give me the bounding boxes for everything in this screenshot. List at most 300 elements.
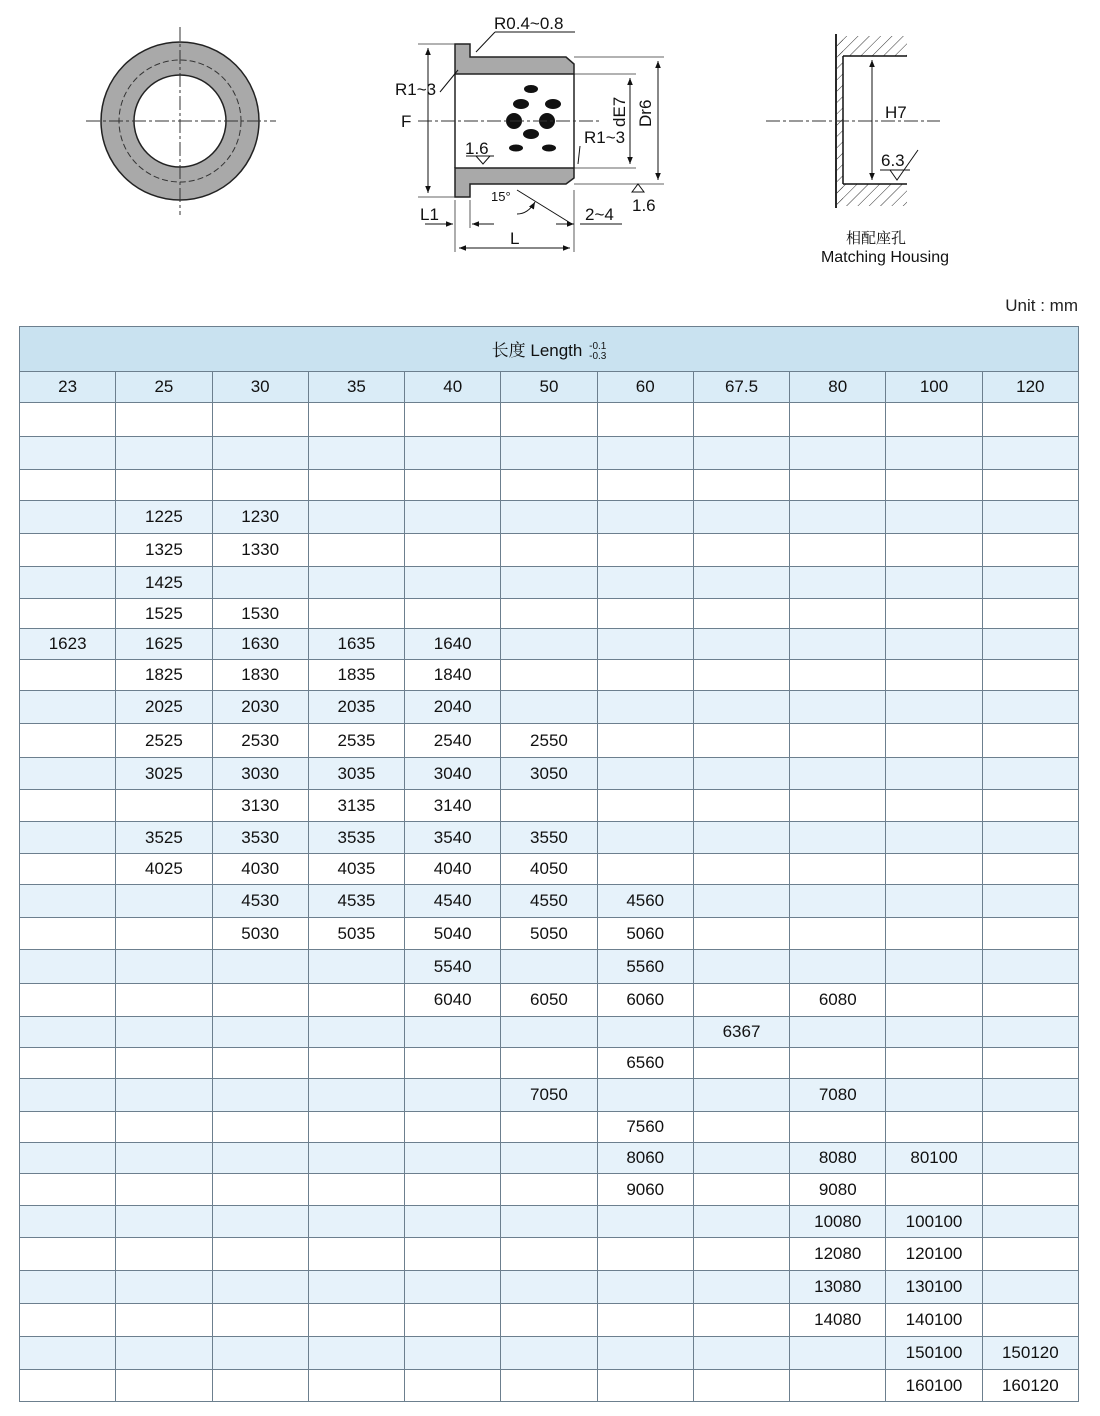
table-cell	[982, 1238, 1078, 1271]
table-cell	[886, 437, 982, 470]
table-row	[20, 950, 1079, 984]
table-cell	[20, 1370, 116, 1402]
table-cell: 2550	[501, 724, 597, 758]
table-cell	[693, 1370, 789, 1402]
label-L: L	[510, 229, 520, 248]
table-cell	[597, 1079, 693, 1112]
table-cell	[693, 534, 789, 567]
table-cell	[116, 1370, 212, 1402]
table-cell	[212, 1048, 308, 1079]
section-view-bushing	[395, 14, 664, 252]
table-cell	[501, 501, 597, 534]
table-cell: 6050	[501, 984, 597, 1017]
table-cell	[886, 599, 982, 629]
table-cell	[790, 1017, 886, 1048]
table-cell	[308, 501, 404, 534]
table-cell	[212, 470, 308, 501]
table-cell	[597, 1271, 693, 1304]
table-cell	[405, 1143, 501, 1174]
table-cell	[20, 854, 116, 885]
table-cell	[982, 691, 1078, 724]
table-cell: 3035	[308, 758, 404, 790]
table-cell: 1840	[405, 660, 501, 691]
table-cell	[693, 1143, 789, 1174]
table-cell: 13080	[790, 1271, 886, 1304]
table-cell	[597, 1370, 693, 1402]
length-spec-table	[19, 326, 1079, 1402]
table-cell: 1225	[116, 501, 212, 534]
table-cell	[501, 1048, 597, 1079]
table-cell	[405, 1079, 501, 1112]
table-cell: 100100	[886, 1206, 982, 1238]
table-cell	[116, 885, 212, 918]
table-cell: 8060	[597, 1143, 693, 1174]
table-cell	[693, 854, 789, 885]
table-cell	[20, 984, 116, 1017]
table-cell	[501, 1337, 597, 1370]
table-cell	[886, 885, 982, 918]
table-cell	[501, 1112, 597, 1143]
table-cell	[790, 501, 886, 534]
table-cell	[982, 599, 1078, 629]
table-cell	[693, 1337, 789, 1370]
table-cell	[693, 437, 789, 470]
table-row	[20, 599, 1079, 629]
table-cell	[597, 724, 693, 758]
table-cell	[20, 691, 116, 724]
table-cell: 5040	[405, 918, 501, 950]
column-header: 25	[116, 372, 212, 403]
table-cell	[116, 1174, 212, 1206]
table-cell: 4535	[308, 885, 404, 918]
table-cell	[501, 1304, 597, 1337]
table-cell	[982, 790, 1078, 822]
table-row	[20, 403, 1079, 437]
table-cell	[693, 984, 789, 1017]
table-cell	[20, 501, 116, 534]
table-cell	[597, 854, 693, 885]
table-row	[20, 567, 1079, 599]
table-cell: 9080	[790, 1174, 886, 1206]
table-cell	[501, 403, 597, 437]
table-cell	[790, 629, 886, 660]
table-cell	[501, 1017, 597, 1048]
table-cell	[308, 950, 404, 984]
table-row	[20, 1271, 1079, 1304]
label-F: F	[401, 112, 412, 131]
table-cell	[308, 1143, 404, 1174]
table-cell	[20, 758, 116, 790]
table-cell: 140100	[886, 1304, 982, 1337]
table-cell	[790, 660, 886, 691]
table-cell: 4550	[501, 885, 597, 918]
table-cell: 130100	[886, 1271, 982, 1304]
table-cell	[20, 437, 116, 470]
table-cell: 1625	[116, 629, 212, 660]
table-row	[20, 790, 1079, 822]
table-cell: 3525	[116, 822, 212, 854]
table-cell	[982, 567, 1078, 599]
table-cell: 9060	[597, 1174, 693, 1206]
table-cell: 3050	[501, 758, 597, 790]
table-cell: 80100	[886, 1143, 982, 1174]
table-cell	[405, 599, 501, 629]
table-row	[20, 1174, 1079, 1206]
table-cell	[308, 984, 404, 1017]
table-cell	[693, 501, 789, 534]
table-cell	[982, 1304, 1078, 1337]
table-cell	[116, 1112, 212, 1143]
table-cell: 1325	[116, 534, 212, 567]
table-cell	[693, 950, 789, 984]
table-cell	[693, 629, 789, 660]
table-cell: 3140	[405, 790, 501, 822]
table-cell	[597, 1017, 693, 1048]
column-header: 30	[212, 372, 308, 403]
table-cell	[982, 534, 1078, 567]
table-cell	[308, 534, 404, 567]
table-cell: 5035	[308, 918, 404, 950]
table-cell	[982, 1048, 1078, 1079]
table-cell	[790, 437, 886, 470]
table-cell: 10080	[790, 1206, 886, 1238]
table-cell	[886, 691, 982, 724]
table-cell	[982, 854, 1078, 885]
table-cell	[20, 950, 116, 984]
table-cell	[886, 470, 982, 501]
table-cell	[405, 567, 501, 599]
table-cell	[693, 790, 789, 822]
tolerance-upper: -0.1	[589, 340, 607, 352]
table-cell	[693, 1079, 789, 1112]
table-cell: 2040	[405, 691, 501, 724]
table-cell: 2535	[308, 724, 404, 758]
table-cell	[886, 660, 982, 691]
column-header: 80	[790, 372, 886, 403]
table-cell	[116, 790, 212, 822]
table-cell	[982, 950, 1078, 984]
table-cell	[886, 918, 982, 950]
table-cell: 5060	[597, 918, 693, 950]
table-cell: 1525	[116, 599, 212, 629]
table-cell	[116, 1271, 212, 1304]
table-cell: 7080	[790, 1079, 886, 1112]
table-cell	[20, 470, 116, 501]
table-cell: 6060	[597, 984, 693, 1017]
table-cell	[212, 437, 308, 470]
table-cell	[501, 660, 597, 691]
table-cell	[982, 918, 1078, 950]
table-row	[20, 660, 1079, 691]
table-cell	[693, 1271, 789, 1304]
table-cell	[790, 1112, 886, 1143]
table-cell	[982, 1143, 1078, 1174]
table-cell	[116, 918, 212, 950]
table-cell: 14080	[790, 1304, 886, 1337]
table-cell	[116, 1206, 212, 1238]
table-cell: 3535	[308, 822, 404, 854]
table-cell	[982, 1079, 1078, 1112]
table-cell	[597, 599, 693, 629]
column-header: 35	[308, 372, 404, 403]
table-row	[20, 984, 1079, 1017]
table-cell	[597, 403, 693, 437]
table-cell	[308, 1304, 404, 1337]
table-cell	[212, 950, 308, 984]
table-cell	[886, 854, 982, 885]
table-cell	[308, 1370, 404, 1402]
table-row	[20, 822, 1079, 854]
table-cell	[597, 534, 693, 567]
table-row	[20, 724, 1079, 758]
table-cell	[693, 403, 789, 437]
table-cell	[405, 1304, 501, 1337]
label-dE7: dE7	[610, 96, 629, 127]
table-row	[20, 1337, 1079, 1370]
column-header: 67.5	[693, 372, 789, 403]
table-cell	[405, 1271, 501, 1304]
table-cell	[20, 1271, 116, 1304]
table-cell: 5560	[597, 950, 693, 984]
table-cell	[212, 1017, 308, 1048]
table-row	[20, 758, 1079, 790]
table-cell	[212, 1206, 308, 1238]
table-cell	[116, 950, 212, 984]
table-cell	[405, 1017, 501, 1048]
table-cell	[597, 660, 693, 691]
roughness-outer-label: 1.6	[632, 196, 656, 215]
table-cell: 1425	[116, 567, 212, 599]
table-cell: 4540	[405, 885, 501, 918]
table-cell	[982, 885, 1078, 918]
table-cell	[501, 1143, 597, 1174]
table-row	[20, 1370, 1079, 1402]
column-header: 23	[20, 372, 116, 403]
table-cell	[597, 1304, 693, 1337]
technical-drawings	[0, 0, 1100, 290]
table-cell	[790, 724, 886, 758]
table-cell	[790, 534, 886, 567]
table-cell: 3030	[212, 758, 308, 790]
table-cell	[790, 885, 886, 918]
table-cell	[308, 1174, 404, 1206]
table-cell	[982, 822, 1078, 854]
table-row	[20, 854, 1079, 885]
table-cell: 2525	[116, 724, 212, 758]
table-row	[20, 534, 1079, 567]
table-cell	[405, 1206, 501, 1238]
table-cell	[693, 599, 789, 629]
table-cell: 1230	[212, 501, 308, 534]
table-cell	[405, 1370, 501, 1402]
table-cell	[20, 1143, 116, 1174]
table-row	[20, 470, 1079, 501]
table-cell: 1835	[308, 660, 404, 691]
label-Dr6: Dr6	[636, 99, 655, 127]
table-cell: 2540	[405, 724, 501, 758]
table-cell: 6367	[693, 1017, 789, 1048]
table-cell	[693, 470, 789, 501]
table-cell: 160120	[982, 1370, 1078, 1402]
table-cell	[20, 403, 116, 437]
table-cell: 2530	[212, 724, 308, 758]
table-cell	[597, 1238, 693, 1271]
table-cell	[982, 437, 1078, 470]
table-cell: 2035	[308, 691, 404, 724]
table-cell	[693, 1048, 789, 1079]
table-cell	[116, 1079, 212, 1112]
table-cell	[308, 1112, 404, 1143]
table-cell	[212, 1174, 308, 1206]
table-body	[20, 403, 1079, 1402]
column-header: 60	[597, 372, 693, 403]
radius-top-label: R0.4~0.8	[494, 14, 564, 33]
table-cell	[212, 1370, 308, 1402]
table-row	[20, 918, 1079, 950]
table-cell	[982, 470, 1078, 501]
table-cell	[212, 1079, 308, 1112]
table-cell	[405, 1337, 501, 1370]
table-cell	[501, 534, 597, 567]
housing-caption-en: Matching Housing	[820, 249, 950, 266]
table-cell	[693, 1206, 789, 1238]
table-cell	[886, 950, 982, 984]
table-cell	[693, 918, 789, 950]
table-cell: 8080	[790, 1143, 886, 1174]
table-cell	[501, 437, 597, 470]
table-cell	[212, 1112, 308, 1143]
table-cell	[693, 1238, 789, 1271]
table-row	[20, 1079, 1079, 1112]
table-cell	[308, 403, 404, 437]
table-cell	[790, 918, 886, 950]
table-cell: 3550	[501, 822, 597, 854]
table-cell	[212, 403, 308, 437]
table-cell	[982, 501, 1078, 534]
table-cell: 12080	[790, 1238, 886, 1271]
table-cell	[982, 403, 1078, 437]
table-cell	[116, 437, 212, 470]
table-cell: 1635	[308, 629, 404, 660]
table-cell	[790, 1337, 886, 1370]
table-cell	[886, 403, 982, 437]
roughness-inner-label: 1.6	[465, 139, 489, 158]
table-cell: 3040	[405, 758, 501, 790]
table-row	[20, 1238, 1079, 1271]
table-cell	[693, 822, 789, 854]
table-cell	[693, 691, 789, 724]
table-cell: 4040	[405, 854, 501, 885]
table-row	[20, 1017, 1079, 1048]
table-cell	[501, 629, 597, 660]
table-cell	[405, 1174, 501, 1206]
table-title-cell	[20, 327, 1079, 372]
table-cell	[20, 1079, 116, 1112]
table-cell: 5050	[501, 918, 597, 950]
length-tolerance	[589, 342, 606, 362]
angle-label: 15°	[491, 189, 511, 204]
table-cell	[212, 1271, 308, 1304]
table-cell	[693, 1112, 789, 1143]
table-cell	[886, 790, 982, 822]
table-cell	[20, 1048, 116, 1079]
table-cell	[20, 918, 116, 950]
table-cell	[405, 1048, 501, 1079]
table-row	[20, 629, 1079, 660]
table-cell	[886, 984, 982, 1017]
table-cell	[790, 403, 886, 437]
label-L1: L1	[420, 205, 439, 224]
table-cell	[982, 1112, 1078, 1143]
table-cell	[308, 1238, 404, 1271]
table-cell	[597, 1206, 693, 1238]
table-row	[20, 437, 1079, 470]
table-cell	[597, 1337, 693, 1370]
table-cell	[790, 854, 886, 885]
table-cell: 1825	[116, 660, 212, 691]
table-row	[20, 885, 1079, 918]
table-cell	[308, 1271, 404, 1304]
table-row	[20, 1048, 1079, 1079]
table-cell	[597, 437, 693, 470]
table-cell: 6080	[790, 984, 886, 1017]
table-cell: 4560	[597, 885, 693, 918]
table-cell	[20, 1337, 116, 1370]
table-cell	[982, 629, 1078, 660]
table-cell: 6560	[597, 1048, 693, 1079]
table-cell	[308, 1337, 404, 1370]
table-cell: 3530	[212, 822, 308, 854]
table-cell	[982, 724, 1078, 758]
table-row	[20, 691, 1079, 724]
table-cell	[20, 1238, 116, 1271]
column-header: 50	[501, 372, 597, 403]
table-cell: 1830	[212, 660, 308, 691]
table-cell: 3135	[308, 790, 404, 822]
table-cell: 6040	[405, 984, 501, 1017]
table-cell	[886, 629, 982, 660]
table-cell	[116, 1238, 212, 1271]
table-cell	[982, 1174, 1078, 1206]
table-cell	[693, 660, 789, 691]
column-header-row	[20, 372, 1079, 403]
table-cell	[405, 403, 501, 437]
table-cell	[405, 470, 501, 501]
table-cell: 4530	[212, 885, 308, 918]
table-cell	[693, 1174, 789, 1206]
table-cell	[405, 501, 501, 534]
table-cell: 1330	[212, 534, 308, 567]
table-cell	[308, 567, 404, 599]
table-cell: 160100	[886, 1370, 982, 1402]
table-cell	[501, 1174, 597, 1206]
table-cell	[597, 567, 693, 599]
table-cell	[790, 758, 886, 790]
table-cell	[501, 599, 597, 629]
table-cell	[886, 567, 982, 599]
table-cell	[308, 1206, 404, 1238]
radius-flange-label: R1~3	[395, 80, 437, 99]
table-cell	[790, 691, 886, 724]
table-cell	[116, 1017, 212, 1048]
table-cell	[886, 1017, 982, 1048]
table-cell: 150120	[982, 1337, 1078, 1370]
table-cell	[886, 1112, 982, 1143]
table-cell	[308, 1079, 404, 1112]
table-cell: 4050	[501, 854, 597, 885]
table-cell: 120100	[886, 1238, 982, 1271]
matching-housing-drawing	[766, 34, 949, 266]
